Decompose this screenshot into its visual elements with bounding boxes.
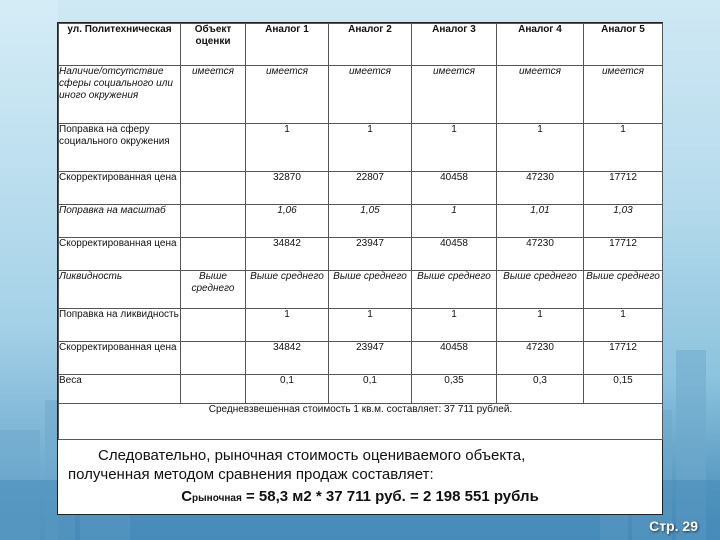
header-object: Объект оценки [181,24,246,66]
header-analog-2: Аналог 2 [329,24,412,66]
object-cell [181,309,246,342]
comparison-table [58,23,663,440]
analog-4-cell: 1 [497,309,584,342]
analog-1-cell: 32870 [246,172,329,205]
table-row [59,172,663,205]
analog-3-cell: 1 [412,309,497,342]
table-row [59,309,663,342]
analog-5-cell: 1 [584,309,663,342]
analog-5-cell: имеется [584,66,663,124]
analog-2-cell: 23947 [329,238,412,271]
analog-4-cell: 47230 [497,342,584,375]
row-label: Поправка на сферу социального окружения [59,124,181,172]
object-cell [181,342,246,375]
analog-5-cell: 17712 [584,172,663,205]
weighted-average-text: Средневзвешенная стоимость 1 кв.м. составляет: 37 711 рублей. [59,404,663,440]
table-row [59,238,663,271]
analog-2-cell: имеется [329,66,412,124]
analog-3-cell: имеется [412,66,497,124]
table-row [59,205,663,238]
analog-2-cell: 23947 [329,342,412,375]
appraisal-document [57,22,663,515]
analog-3-cell: 1 [412,205,497,238]
analog-1-cell: имеется [246,66,329,124]
summary-row [59,404,663,440]
analog-1-cell: 1 [246,124,329,172]
row-label: Скорректированная цена [59,172,181,205]
analog-3-cell: 40458 [412,172,497,205]
header-analog-4: Аналог 4 [497,24,584,66]
analog-5-cell: 1,03 [584,205,663,238]
analog-5-cell: 17712 [584,342,663,375]
page-number: Стр. 29 [649,518,698,534]
object-cell [181,172,246,205]
header-analog-3: Аналог 3 [412,24,497,66]
row-label: Скорректированная цена [59,342,181,375]
formula-symbol: С [181,488,193,505]
header-analog-1: Аналог 1 [246,24,329,66]
formula-expression: = 58,3 м2 * 37 711 руб. = 2 198 551 рубль [241,488,539,505]
table-row [59,342,663,375]
table-header-row [59,24,663,66]
object-cell [181,375,246,404]
conclusion-line-1: Следовательно, рыночная стоимость оцениваемого объекта, [98,447,526,464]
row-label: Поправка на ликвидность [59,309,181,342]
analog-1-cell: Выше среднего [246,271,329,309]
market-value-formula [68,487,652,508]
analog-4-cell: 0,3 [497,375,584,404]
analog-2-cell: 0,1 [329,375,412,404]
analog-4-cell: имеется [497,66,584,124]
analog-2-cell: 1 [329,309,412,342]
analog-3-cell: 40458 [412,342,497,375]
object-cell [181,238,246,271]
table-row [59,271,663,309]
analog-4-cell: Выше среднего [497,271,584,309]
conclusion-line-2: полученная методом сравнения продаж составляет: [68,466,434,483]
analog-4-cell: 1,01 [497,205,584,238]
formula-subscript: рыночная [192,493,242,504]
object-cell [181,205,246,238]
analog-1-cell: 1,06 [246,205,329,238]
row-label: Наличие/отсутствие сферы социального или иного окружения [59,66,181,124]
header-address: ул. Политехническая [59,24,181,66]
table-row [59,124,663,172]
analog-2-cell: Выше среднего [329,271,412,309]
analog-3-cell: Выше среднего [412,271,497,309]
analog-1-cell: 1 [246,309,329,342]
analog-1-cell: 0,1 [246,375,329,404]
analog-3-cell: 40458 [412,238,497,271]
analog-4-cell: 1 [497,124,584,172]
analog-5-cell: 0,15 [584,375,663,404]
row-label: Ликвидность [59,271,181,309]
analog-3-cell: 0,35 [412,375,497,404]
object-cell [181,124,246,172]
analog-5-cell: 1 [584,124,663,172]
analog-4-cell: 47230 [497,238,584,271]
analog-3-cell: 1 [412,124,497,172]
object-cell: имеется [181,66,246,124]
analog-1-cell: 34842 [246,342,329,375]
table-row [59,375,663,404]
analog-5-cell: Выше среднего [584,271,663,309]
analog-2-cell: 1 [329,124,412,172]
analog-1-cell: 34842 [246,238,329,271]
row-label: Веса [59,375,181,404]
analog-5-cell: 17712 [584,238,663,271]
analog-2-cell: 1,05 [329,205,412,238]
conclusion-block [58,440,662,512]
analog-4-cell: 47230 [497,172,584,205]
header-analog-5: Аналог 5 [584,24,663,66]
row-label: Поправка на масштаб [59,205,181,238]
analog-2-cell: 22807 [329,172,412,205]
table-body [59,66,663,404]
object-cell: Выше среднего [181,271,246,309]
table-row [59,66,663,124]
row-label: Скорректированная цена [59,238,181,271]
